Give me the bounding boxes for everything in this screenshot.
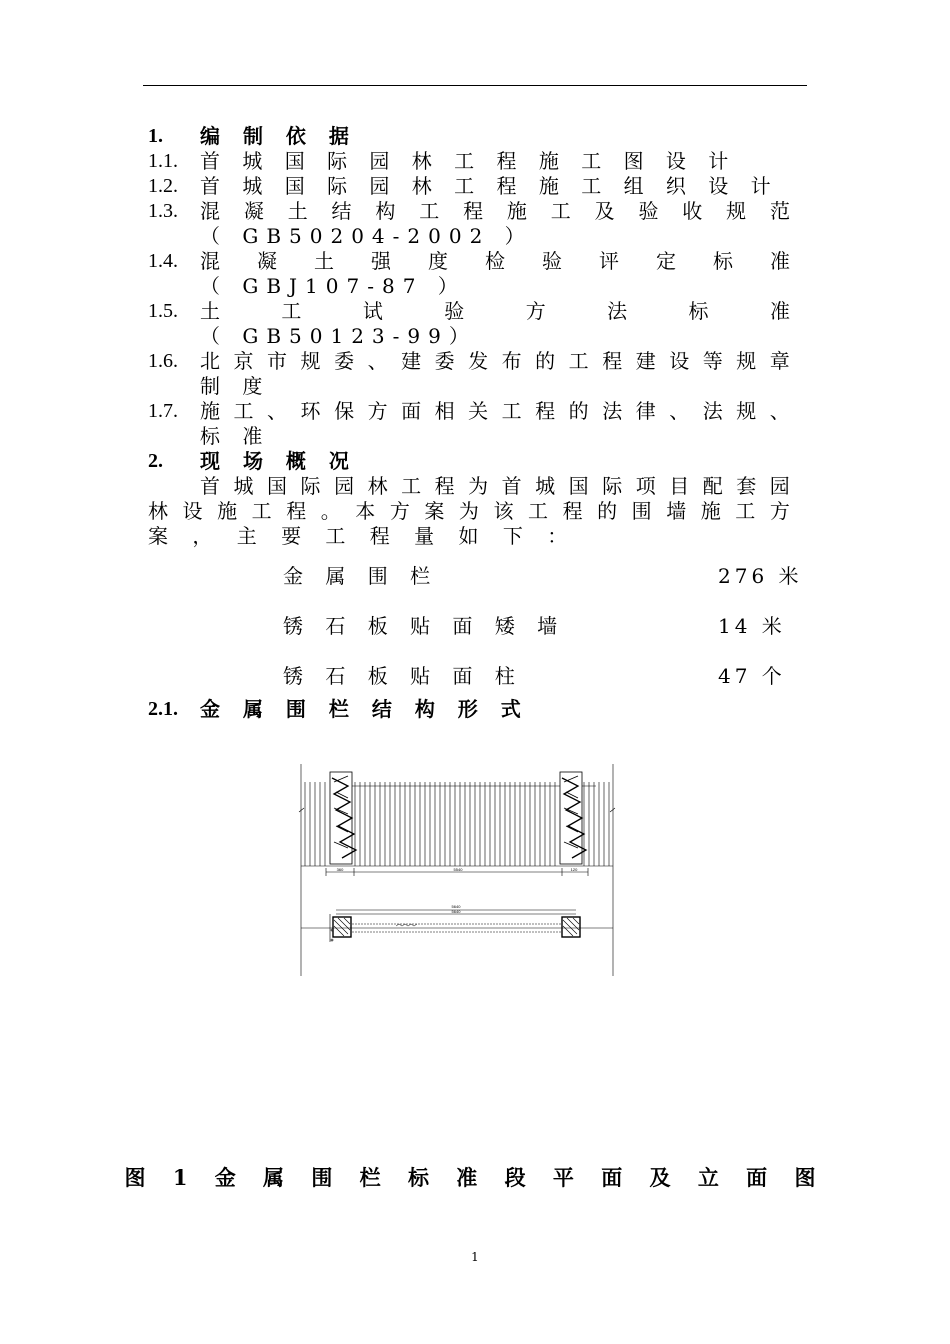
text-token: 园 xyxy=(334,474,355,498)
basis-cont-1-3: （ GB50204-2002 ） xyxy=(200,224,533,248)
text-token: 工 xyxy=(568,349,589,373)
basis-text xyxy=(200,349,790,374)
stone-column-right xyxy=(560,772,586,864)
plan-view xyxy=(301,910,613,942)
text-token: 法 xyxy=(607,299,628,323)
text-token: 相 xyxy=(434,399,455,423)
text-token: 的 xyxy=(597,499,618,523)
text-token: 环 xyxy=(300,399,321,423)
dim-top-sub: 5640 xyxy=(451,909,461,914)
text-token: 法 xyxy=(702,399,723,423)
text-token: 程 xyxy=(286,499,307,523)
text-token: 保 xyxy=(334,399,355,423)
text-token: 本 xyxy=(355,499,376,523)
text-token: 范 xyxy=(769,199,790,223)
text-token: 试 xyxy=(362,299,383,323)
basis-cont-1-6: 制 度 xyxy=(200,374,271,398)
text-token: 北 xyxy=(200,349,220,373)
text-token: 委 xyxy=(434,349,455,373)
text-token: 工 xyxy=(233,399,254,423)
text-token: 规 xyxy=(736,349,757,373)
text-token: 规 xyxy=(726,199,747,223)
text-token: 园 xyxy=(769,474,790,498)
text-token: 首 xyxy=(200,474,220,498)
text-token: 际 xyxy=(602,474,623,498)
text-token: 检 xyxy=(485,249,505,273)
text-token: 工 xyxy=(419,199,440,223)
text-token: 墙 xyxy=(666,499,687,523)
overview-text xyxy=(148,499,790,524)
text-token: 等 xyxy=(702,349,723,373)
text-token: 京 xyxy=(233,349,254,373)
basis-text xyxy=(200,399,790,424)
text-token: 工 xyxy=(281,299,302,323)
text-token: 准 xyxy=(770,249,790,273)
text-token: 城 xyxy=(233,474,254,498)
text-token: 验 xyxy=(542,249,562,273)
text-token: 土 xyxy=(287,199,308,223)
text-token: 工 xyxy=(528,499,549,523)
text-token: 验 xyxy=(444,299,465,323)
quantity-value: 47 个 xyxy=(718,664,786,688)
text-token: 围 xyxy=(631,499,652,523)
text-token: 为 xyxy=(468,474,489,498)
overview-text xyxy=(200,474,790,499)
text-token: 工 xyxy=(550,199,571,223)
text-token: 为 xyxy=(458,499,479,523)
text-token: 施 xyxy=(200,399,220,423)
text-token: 城 xyxy=(535,474,556,498)
basis-cont-1-7: 标 准 xyxy=(200,424,271,448)
text-token: 工 xyxy=(735,499,756,523)
text-token: 法 xyxy=(602,399,623,423)
text-token: 国 xyxy=(568,474,589,498)
text-token: 方 xyxy=(389,499,410,523)
text-token: 方 xyxy=(525,299,546,323)
text-token: 设 xyxy=(182,499,203,523)
text-token: 、 xyxy=(769,399,790,423)
text-token: 工 xyxy=(501,399,522,423)
text-token: 验 xyxy=(638,199,659,223)
text-token: 林 xyxy=(367,474,388,498)
fence-drawing xyxy=(296,764,618,978)
text-token: 准 xyxy=(769,299,790,323)
dim-right: 120 xyxy=(570,867,578,872)
text-token: 的 xyxy=(568,399,589,423)
text-token: 施 xyxy=(700,499,721,523)
text-token: 首 xyxy=(501,474,522,498)
text-token: 凝 xyxy=(243,199,264,223)
text-token: 设 xyxy=(669,349,690,373)
text-token: 规 xyxy=(300,349,321,373)
text-token: 土 xyxy=(200,299,220,323)
text-token: 度 xyxy=(428,249,448,273)
text-token: 结 xyxy=(331,199,352,223)
text-token: 配 xyxy=(702,474,723,498)
quantity-value: 14 米 xyxy=(718,614,786,638)
text-token: 律 xyxy=(635,399,656,423)
text-token: 套 xyxy=(736,474,757,498)
quantity-value: 276 米 xyxy=(718,564,803,588)
text-token: 工 xyxy=(401,474,422,498)
text-token: 程 xyxy=(535,399,556,423)
text-token: 混 xyxy=(200,199,220,223)
figure-caption: 图 1 金 属 围 栏 标 准 段 平 面 及 立 面 图 xyxy=(124,1165,826,1190)
text-token: 方 xyxy=(769,499,790,523)
text-token: 案 xyxy=(424,499,445,523)
text-token: 施 xyxy=(217,499,238,523)
text-token: 。 xyxy=(320,499,341,523)
text-token: 市 xyxy=(267,349,288,373)
text-token: 面 xyxy=(401,399,422,423)
quantity-name: 金 属 围 栏 xyxy=(283,564,439,588)
text-token: 标 xyxy=(713,249,733,273)
dim-middle: 5540 xyxy=(453,867,463,872)
text-token: 委 xyxy=(334,349,355,373)
text-token: 土 xyxy=(314,249,334,273)
text-token: 构 xyxy=(375,199,396,223)
text-token: 国 xyxy=(267,474,288,498)
text-token: 目 xyxy=(669,474,690,498)
stone-column-left xyxy=(330,772,356,864)
text-token: 程 xyxy=(602,349,623,373)
page-number: 1 xyxy=(471,1250,479,1264)
text-token: 及 xyxy=(594,199,615,223)
text-token: 凝 xyxy=(257,249,277,273)
text-token: 收 xyxy=(682,199,703,223)
text-token: 标 xyxy=(688,299,709,323)
text-token: 混 xyxy=(200,249,220,273)
text-token: 定 xyxy=(656,249,676,273)
text-token: 方 xyxy=(367,399,388,423)
text-token: 建 xyxy=(401,349,422,373)
text-token: 建 xyxy=(635,349,656,373)
header-rule xyxy=(143,85,807,86)
quantity-name: 锈 石 板 贴 面 矮 墙 xyxy=(283,614,566,638)
text-token: 程 xyxy=(562,499,583,523)
basis-cont-1-5: （ GB50123-99） xyxy=(200,324,477,348)
dim-top-total: 5640 xyxy=(451,904,461,909)
text-token: 、 xyxy=(267,399,288,423)
text-token: 该 xyxy=(493,499,514,523)
basis-text xyxy=(200,249,790,274)
text-token: 评 xyxy=(599,249,619,273)
text-token: 程 xyxy=(434,474,455,498)
text-token: 际 xyxy=(300,474,321,498)
text-token: 工 xyxy=(251,499,272,523)
text-token: 规 xyxy=(736,399,757,423)
text-token: 程 xyxy=(463,199,484,223)
basis-text xyxy=(200,299,790,324)
quantity-name: 锈 石 板 贴 面 柱 xyxy=(283,664,523,688)
text-token: 关 xyxy=(468,399,489,423)
text-token: 发 xyxy=(468,349,489,373)
text-token: 、 xyxy=(669,399,690,423)
dim-left: 360 xyxy=(336,867,344,872)
text-token: 章 xyxy=(769,349,790,373)
text-token: 强 xyxy=(371,249,391,273)
text-token: 项 xyxy=(635,474,656,498)
text-token: 施 xyxy=(506,199,527,223)
basis-cont-1-4: （ GBJ107-87 ） xyxy=(200,274,466,298)
text-token: 布 xyxy=(501,349,522,373)
text-token: 的 xyxy=(535,349,556,373)
text-token: 、 xyxy=(367,349,388,373)
basis-text xyxy=(200,199,790,224)
text-token: 林 xyxy=(148,499,168,523)
